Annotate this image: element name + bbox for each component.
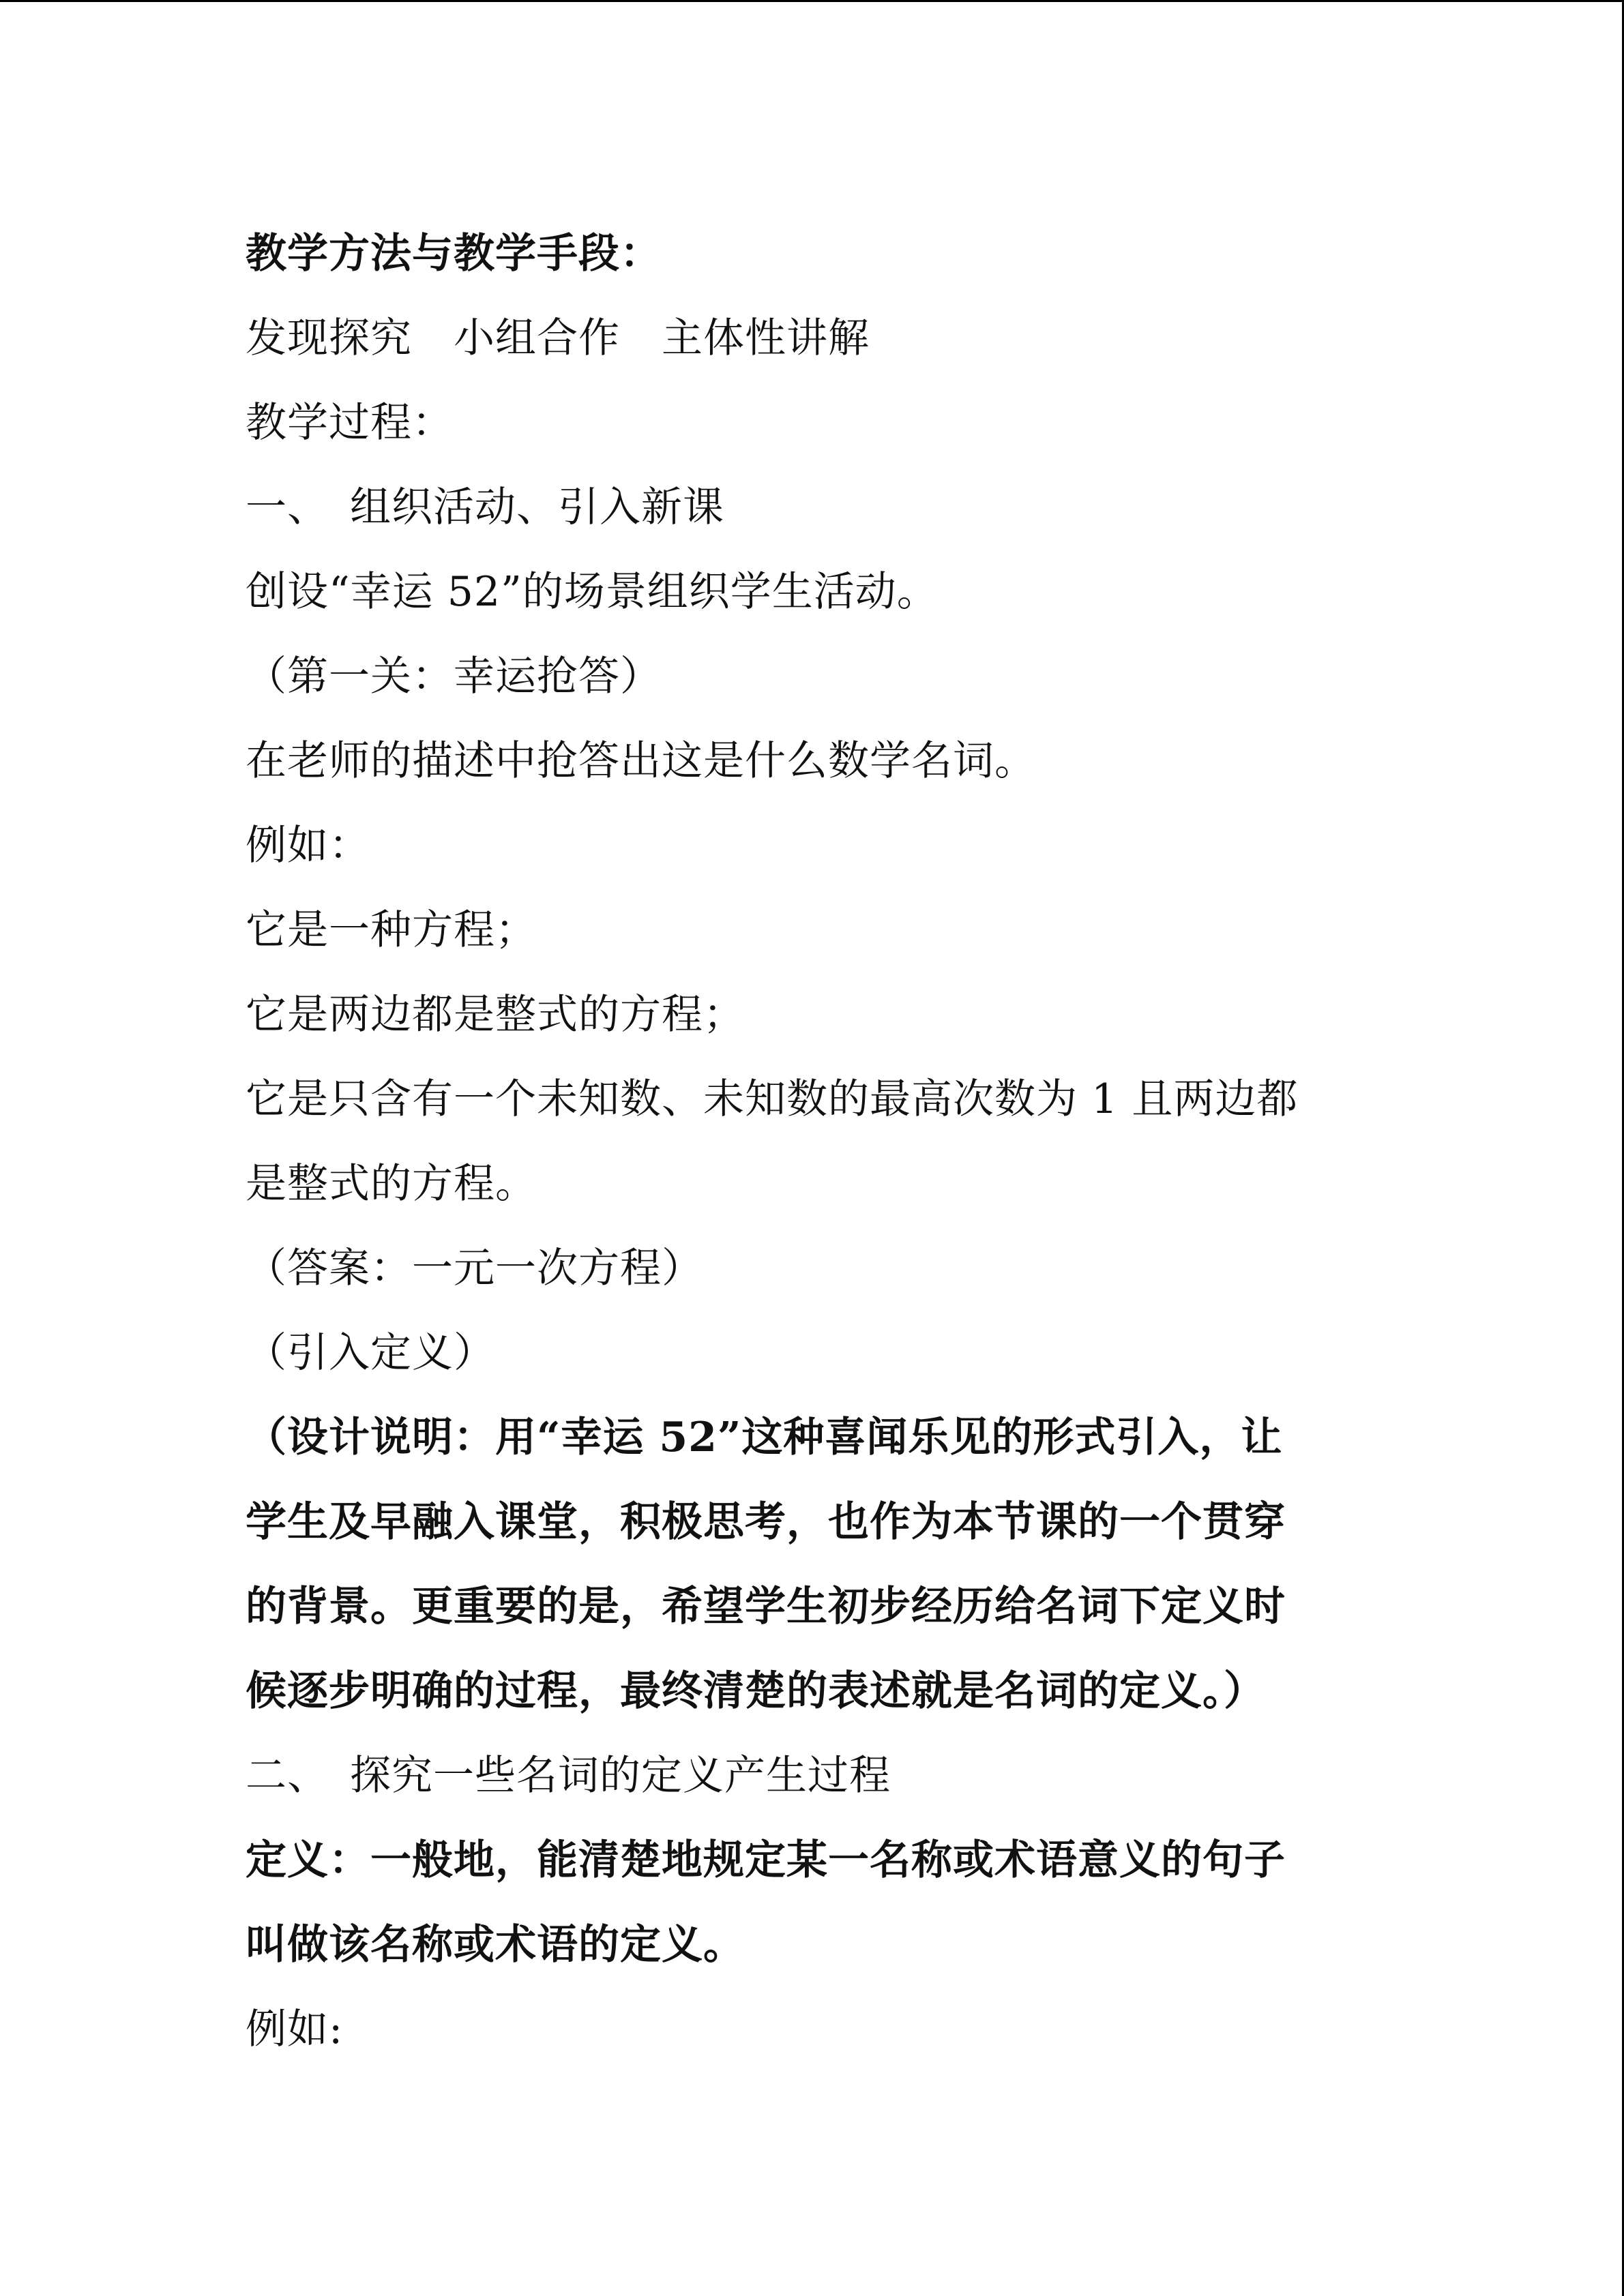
paragraph-line: 是整式的方程。 <box>246 1160 537 1208</box>
definition-line: 叫做该名称或术语的定义。 <box>246 1921 745 1969</box>
paragraph-line: 例如： <box>246 822 370 869</box>
paragraph-line: 例如: <box>246 2006 344 2053</box>
step-two-heading: 二、 探究一些名词的定义产生过程 <box>246 1752 891 1800</box>
paragraph-line: 创设“幸运 52”的场景组织学生活动。 <box>246 568 939 616</box>
paragraph-line: 它是只含有一个未知数、未知数的最高次数为 1 且两边都 <box>246 1075 1299 1123</box>
paragraph-line: 它是两边都是整式的方程； <box>246 991 745 1039</box>
definition-line: 定义：一般地，能清楚地规定某一名称或术语意义的句子 <box>246 1836 1286 1884</box>
methods-list: 发现探究 小组合作 主体性讲解 <box>246 314 870 362</box>
paragraph-line: （引入定义） <box>246 1329 495 1377</box>
document-body <box>246 211 1364 2072</box>
design-note-line: （设计说明：用“幸运 52”这种喜闻乐见的形式引入，让 <box>246 1414 1283 1461</box>
paragraph-line: （第一关：幸运抢答） <box>246 653 662 700</box>
paragraph-line: 它是一种方程； <box>246 906 537 954</box>
paragraph-line: （答案：一元一次方程） <box>246 1244 703 1292</box>
section-heading-methods: 教学方法与教学手段： <box>246 230 662 278</box>
design-note-line: 学生及早融入课堂，积极思考，也作为本节课的一个贯穿 <box>246 1498 1286 1546</box>
paragraph-line: 在老师的描述中抢答出这是什么数学名词。 <box>246 737 1036 785</box>
design-note-line: 候逐步明确的过程，最终清楚的表述就是名词的定义。） <box>246 1667 1265 1715</box>
section-heading-process: 教学过程： <box>246 399 454 447</box>
design-note-line: 的背景。更重要的是，希望学生初步经历给名词下定义时 <box>246 1583 1286 1630</box>
step-one-heading: 一、 组织活动、引入新课 <box>246 483 724 531</box>
